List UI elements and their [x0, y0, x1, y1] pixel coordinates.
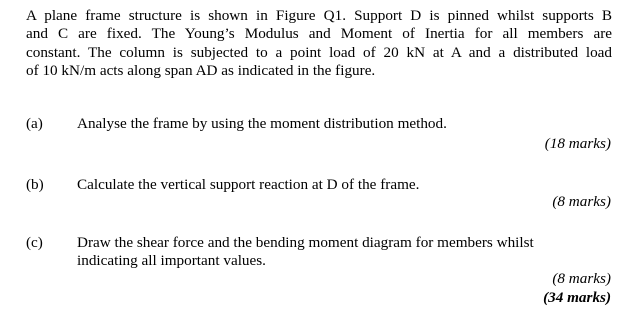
part-a-marks: (18 marks) [544, 135, 611, 152]
part-text [77, 176, 607, 194]
part-label: (a) [26, 115, 43, 132]
part-label: (c) [26, 234, 43, 251]
part-text-line: Calculate the vertical support reaction at D of the frame. [77, 176, 420, 193]
part-c-marks: (8 marks) [552, 270, 611, 287]
part-text [77, 115, 607, 133]
part-text [77, 234, 607, 271]
intro-line: A plane frame structure is shown in Figure Q1. Support D is pinned whilst supports B [26, 7, 612, 24]
part-text-line: indicating all important values. [77, 252, 266, 270]
part-text-line: Analyse the frame by using the moment distribution method. [77, 115, 447, 132]
part-b-marks: (8 marks) [552, 193, 611, 210]
question-intro [26, 7, 612, 80]
part-label: (b) [26, 176, 44, 193]
intro-line: of 10 kN/m acts along span AD as indicated in the figure. [26, 61, 376, 79]
total-marks: (34 marks) [543, 289, 611, 306]
intro-line: and C are fixed. The Young’s Modulus and Moment of Inertia for all members are [26, 25, 612, 43]
intro-line: constant. The column is subjected to a point load of 20 kN at A and a distributed load [26, 43, 612, 61]
part-text-line: Draw the shear force and the bending moment diagram for members whilst [77, 234, 534, 251]
